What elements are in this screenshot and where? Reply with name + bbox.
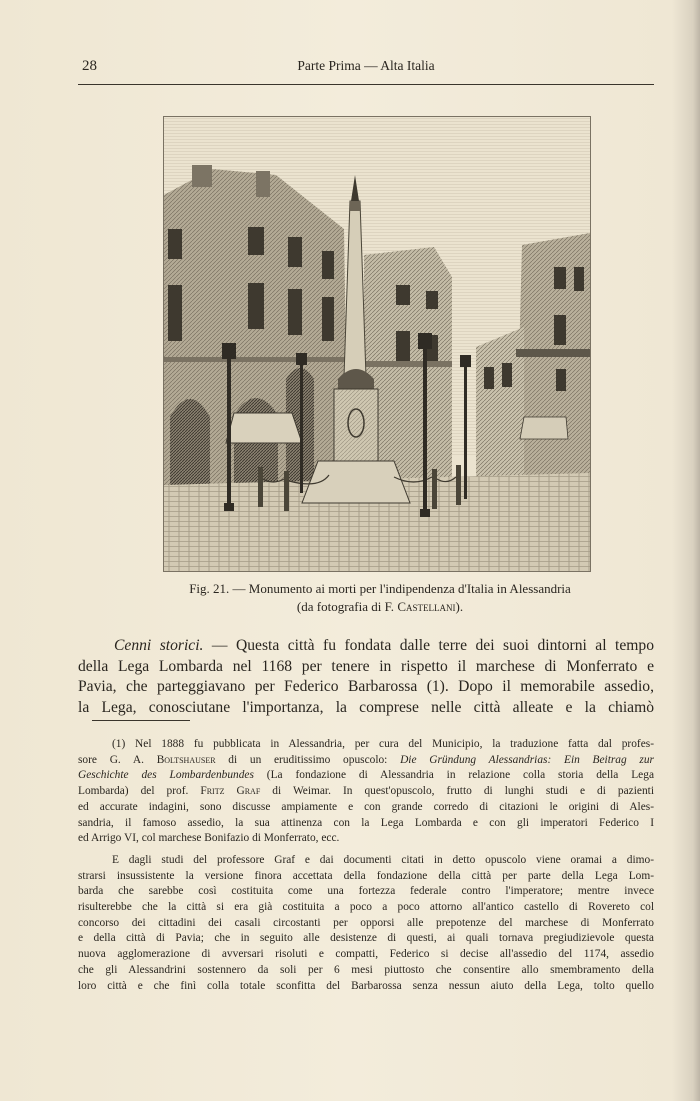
body-line-3: Pavia, che parteggiavano per Federico Barbarossa (1). Dopo il memorabile assedio, — [78, 678, 654, 695]
figure-caption — [120, 580, 640, 616]
section-lead: Cenni storici. — [114, 637, 204, 654]
footnote-2-line: loro città e che finì colla totale sconfitta del Barbarossa senza nessun aiuto della Lega, tolto quello — [78, 979, 654, 992]
engraving-figure — [163, 116, 591, 572]
footnote-2-line: barda che sarebbe così costituita come una fortezza federale contro l'imperatore; mentre invece — [78, 885, 654, 898]
footnote-1-line: Lombarda) del prof. Fritz Graf di Weimar. In quest'opuscolo, frutto di lunghi studi e di pazienti — [78, 785, 654, 798]
footnote-2-line: nuova agglomerazione di avversari risoluti e compatti, Federico si decise all'assedio del 1174, assedio — [78, 948, 654, 961]
body-line-4: la Lega, conosciutane l'importanza, la comprese nelle città alleate e la chiamò — [78, 698, 654, 716]
running-head: Parte Prima — Alta Italia — [297, 58, 435, 73]
footnote-1-line: sore G. A. Boltshauser di un eruditissimo opuscolo: Die Gründung Alessandrias: Ein Beitrag zur — [78, 753, 654, 766]
footnote-1-line: (1) Nel 1888 fu pubblicata in Alessandria, per cura del Municipio, la traduzione fatta dal profes- — [112, 738, 654, 750]
body-line-2: della Lega Lombarda nel 1168 per tenere in rispetto il marchese di Monferrato e — [78, 657, 654, 675]
footnote-2-line: che gli Alessandrini sostennero da soli per 6 mesi piuttosto che consentire allo smembramento della — [78, 963, 654, 976]
footnote-rule — [92, 720, 190, 721]
page-header — [78, 58, 654, 80]
monument-engraving — [164, 117, 590, 571]
footnote-1-line: ed accurate indagini, sono discusse ampiamente e con grande corredo di citazioni le origini di Ales- — [78, 800, 654, 813]
footnotes — [78, 737, 654, 994]
caption-line-2: (da fotografia di F. Castellani). — [296, 599, 464, 614]
footnote-2-line: strarsi insussistente la versione finora accettata della fondazione della città per parte della Lega Lom- — [78, 869, 654, 882]
footnote-1-line: Geschichte des Lombardenbundes (La fondazione di Alessandria in relazione colla storia della Lega — [78, 769, 654, 782]
footnote-2-line: e della città di Pavia; che in seguito alle desistenze di questi, ai quali tornava pregiudizievole questa — [78, 932, 654, 945]
photographer-name: Castellani — [397, 599, 456, 614]
header-rule — [78, 84, 654, 85]
body-paragraph — [78, 636, 654, 718]
footnote-2-line: concorso dei cittadini dei casali circostanti per opporsi alle prepotenze del marchese di Monferrato — [78, 916, 654, 929]
footnote-2-line: risulterebbe che la città si era già costituita a poco a poco attorno all'antico castello di Rovereto col — [78, 901, 654, 914]
caption-line-1: Fig. 21. — Monumento ai morti per l'indipendenza d'Italia in Alessandria — [189, 581, 571, 596]
footnote-2-line: E dagli studi del professore Graf e dai documenti citati in detto opuscolo viene oramai a dimo- — [112, 853, 654, 866]
body-line-1: Cenni storici. — Questa città fu fondata dalle terre dei suoi dintorni al tempo — [114, 637, 654, 654]
footnote-1-line: sandria, il famoso assedio, la sua attinenza con la Lega Lombarda e con gli imperatori Federico I — [78, 816, 654, 829]
page-number: 28 — [82, 58, 97, 74]
footnote-1-line: ed Arrigo VI, col marchese Bonifazio di Monferrato, ecc. — [78, 832, 340, 845]
